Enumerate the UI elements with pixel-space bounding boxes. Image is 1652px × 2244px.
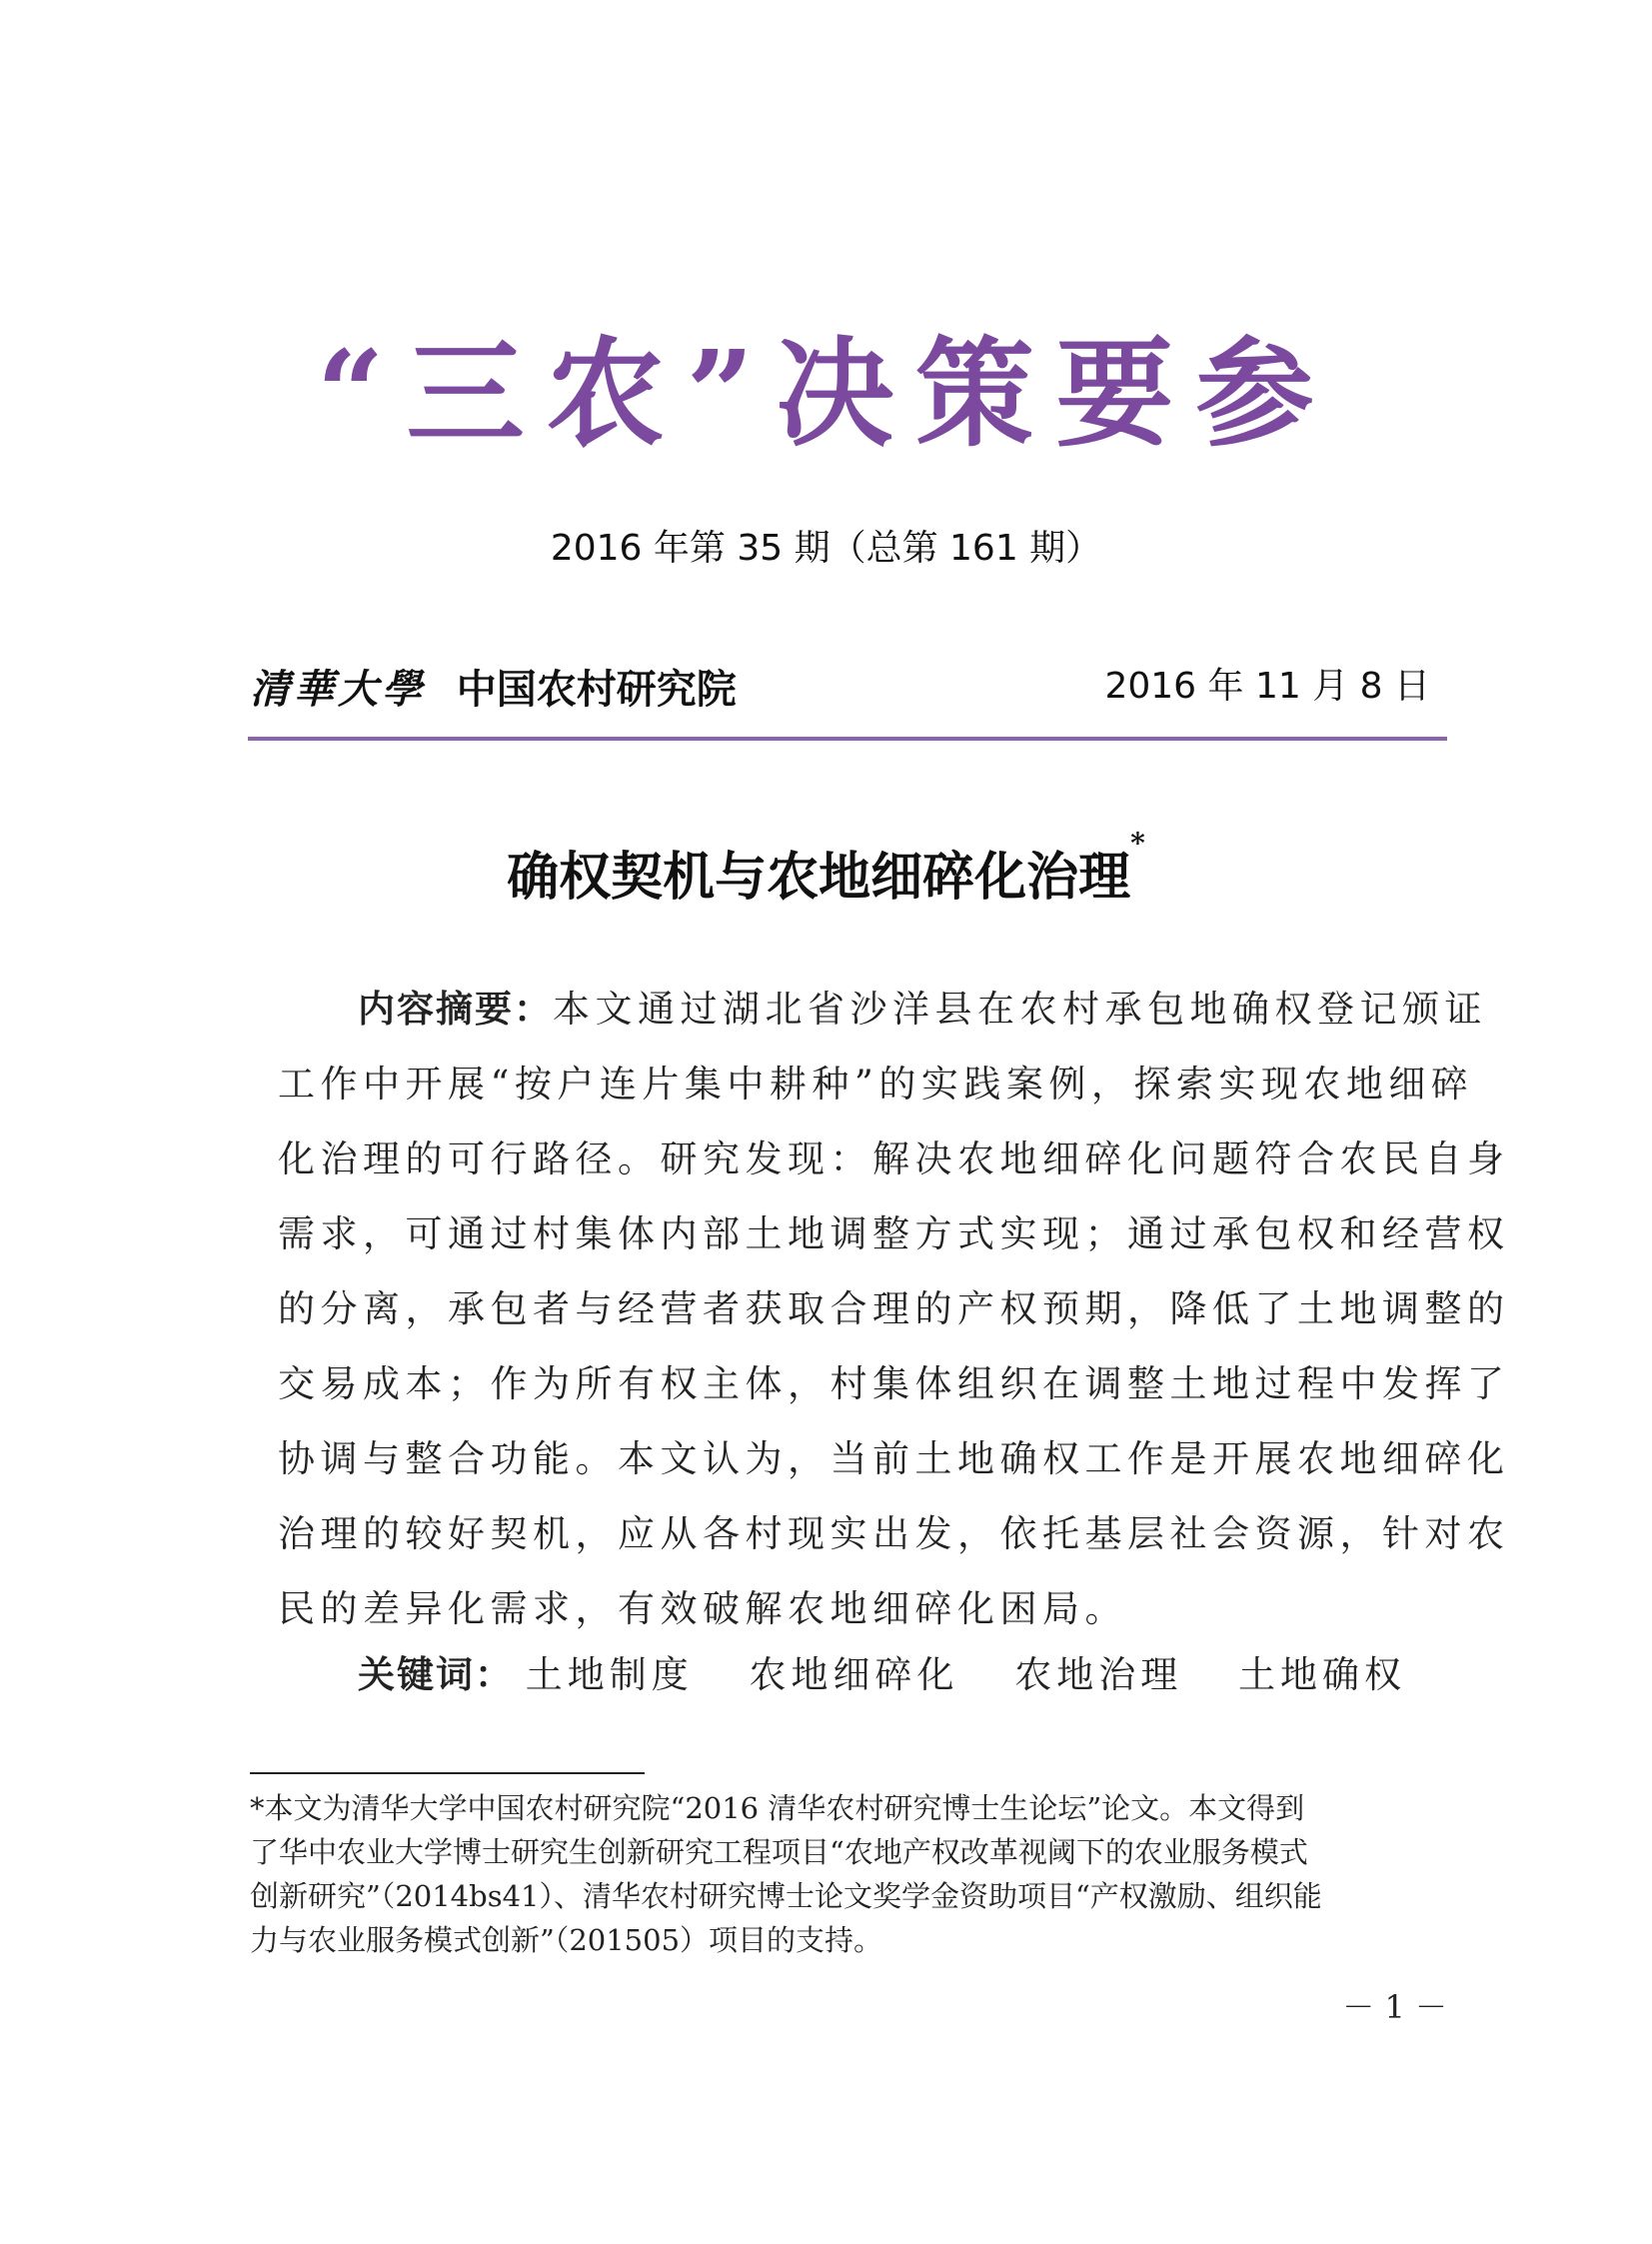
abstract-label: 内容摘要： [358,988,553,1031]
footnote [250,1786,1449,1962]
keywords-label: 关键词： [358,1653,514,1696]
abstract-line: 的分离，承包者与经营者获取合理的产权预期，降低了土地调整的 [278,1287,1510,1330]
article-title [0,827,1652,910]
keyword-item: 土地制度 [525,1653,694,1696]
page-number: － 1 － [1342,1988,1447,2026]
header-divider [248,737,1447,741]
institution-line [250,658,737,715]
footnote-divider [250,1772,645,1774]
footnote-line: 创新研究”（2014bs41）、清华农村研究博士论文奖学金资助项目“产权激励、组织能 [250,1879,1322,1913]
title-footnote-mark: * [1130,827,1145,860]
keyword-item: 土地确权 [1238,1653,1407,1696]
institute-name: 中国农村研究院 [456,666,737,713]
keyword-item: 农地治理 [1014,1653,1183,1696]
footnote-line: *本文为清华大学中国农村研究院“2016 清华农村研究博士生论坛”论文。本文得到 [250,1791,1305,1825]
footnote-line: 了华中农业大学博士研究生创新研究工程项目“农地产权改革视阈下的农业服务模式 [250,1835,1308,1869]
masthead-title: “三农”决策要参 [316,324,1336,463]
issue-line: 2016 年第 35 期（总第 161 期） [550,528,1102,569]
keywords [358,1644,1450,1698]
abstract-line [278,972,1487,1047]
article-title-text: 确权契机与农地细碎化治理 [507,847,1131,908]
university-logo-text: 清華大學 [250,666,426,713]
keyword-item: 农地细碎化 [749,1653,959,1696]
footnote-line: 力与农业服务模式创新”（201505）项目的支持。 [250,1923,883,1957]
publication-date: 2016 年 11 月 8 日 [1104,666,1430,707]
abstract-line: 化治理的可行路径。研究发现：解决农地细碎化问题符合农民自身 [278,1137,1510,1180]
abstract-line: 交易成本；作为所有权主体，村集体组织在调整土地过程中发挥了 [278,1362,1510,1405]
abstract-line: 治理的较好契机，应从各村现实出发，依托基层社会资源，针对农 [278,1512,1510,1555]
abstract-line-text: 本文通过湖北省沙洋县在农村承包地确权登记颁证 [553,988,1487,1031]
abstract-line: 需求，可通过村集体内部土地调整方式实现；通过承包权和经营权 [278,1212,1510,1255]
abstract-line: 民的差异化需求，有效破解农地细碎化困局。 [278,1587,1127,1630]
abstract [278,972,1510,1646]
abstract-line: 工作中开展“按户连片集中耕种”的实践案例，探索实现农地细碎 [278,1063,1474,1106]
abstract-line: 协调与整合功能。本文认为，当前土地确权工作是开展农地细碎化 [278,1437,1510,1480]
